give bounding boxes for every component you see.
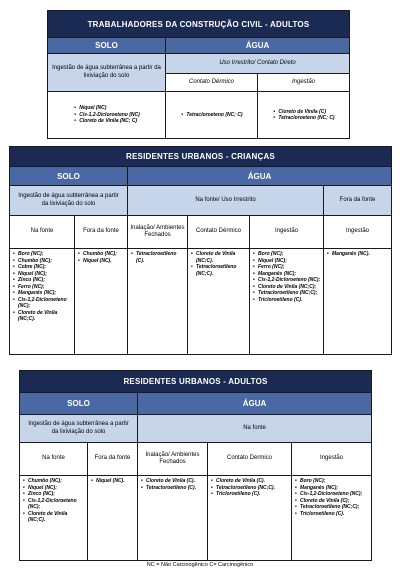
list-item: • Zinco (NC); xyxy=(28,491,85,498)
list-item: • Chumbo (NC); xyxy=(83,251,125,258)
list-item: • Chumbo (NC); xyxy=(18,258,72,265)
table-title: RESIDENTES URBANOS - ADULTOS xyxy=(20,371,372,393)
list-item: • Tetracloroeteno (NC; C) xyxy=(186,112,242,119)
list-item: • Cloreto de Vinila (NC;C). xyxy=(28,511,85,524)
cell-na-fonte xyxy=(20,476,88,561)
header-agua: ÁGUA xyxy=(166,38,350,54)
cell-inalacao xyxy=(128,249,188,355)
list-item: • Cloreto de Vinila (NC;C). xyxy=(18,310,72,323)
header-solo: SOLO xyxy=(48,38,166,54)
cell-dermico xyxy=(208,476,292,561)
col-contato-dermico: Contato Dérmico xyxy=(166,74,258,92)
col-fora-da-fonte: Fora da fonte xyxy=(88,443,138,476)
list-item: • Manganês (NC); xyxy=(18,290,72,297)
table-residentes-adultos xyxy=(19,370,372,561)
list-item: • Ferro (NC); xyxy=(258,264,321,271)
col-inalacao: Inalação/ Ambientes Fechados xyxy=(128,216,188,249)
col-contato-dermico: Contato Dérmico xyxy=(208,443,292,476)
cell-dermico xyxy=(188,249,250,355)
list-item: • Níquel (NC); xyxy=(258,258,321,265)
list-item: • Cis-1,2-Dicloroeteno (NC); xyxy=(300,491,369,498)
header-agua-sub: Na fonte/ Uso Irrestrito xyxy=(128,186,324,216)
cell-fora-da-fonte xyxy=(88,476,138,561)
cell-dermico xyxy=(166,92,258,139)
col-inalacao: Inalação/ Ambientes Fechados xyxy=(138,443,208,476)
table-title: RESIDENTES URBANOS - CRIANÇAS xyxy=(10,147,392,167)
list-item: • Cis-1,2-Dicloroeteno (NC); xyxy=(258,277,321,284)
list-item: • Cloreto de Vinila (NC;C); xyxy=(258,284,321,291)
list-item: • Cloreto de Vinila (NC;C). xyxy=(196,251,247,264)
header-agua: ÁGUA xyxy=(128,167,392,186)
cell-ingestao-fora xyxy=(324,249,392,355)
list-item: • Tricloroetileno (C). xyxy=(258,297,321,304)
col-ingestao: Ingestão xyxy=(258,74,350,92)
list-item: • Cloreto de Vinila (C). xyxy=(146,478,205,485)
list-item: • Cis-1,2-Dicloroeteno (NC) xyxy=(79,112,140,119)
list-item: • Manganês (NC); xyxy=(300,485,369,492)
list-item: • Tetracloroetileno (C). xyxy=(146,485,205,492)
list-item: • Tricloroetileno (C). xyxy=(216,491,289,498)
col-na-fonte: Na fonte xyxy=(10,216,75,249)
list-item: • Chumbo (NC); xyxy=(28,478,85,485)
list-item: • Zinco (NC); xyxy=(18,277,72,284)
col-ingestao-fora: Ingestão xyxy=(324,216,392,249)
header-agua-fora: Fora da fonte xyxy=(324,186,392,216)
list-item: • Cloreto de Vinila (C) xyxy=(278,109,334,116)
list-item: • Tetracloroetileno (NC;C). xyxy=(196,264,247,277)
header-solo: SOLO xyxy=(10,167,128,186)
legend: NC = Não Carcinogênico C= Carcinogênico xyxy=(146,562,254,568)
list-item: • Manganês (NC). xyxy=(332,251,389,258)
table-title: TRABALHADORES DA CONSTRUÇÃO CIVIL - ADULTOS xyxy=(48,11,350,38)
cell-ingestao xyxy=(250,249,324,355)
header-solo: SOLO xyxy=(20,393,138,415)
cell-fora-da-fonte xyxy=(75,249,128,355)
list-item: • Níquel (NC); xyxy=(18,271,72,278)
table-trabalhadores xyxy=(47,10,350,139)
list-item: • Níquel (NC). xyxy=(83,258,125,265)
table-residentes-criancas xyxy=(9,146,392,355)
list-item: • Cloreto de Vinila (C). xyxy=(216,478,289,485)
list-item: • Cobre (NC); xyxy=(18,264,72,271)
header-agua: ÁGUA xyxy=(138,393,372,415)
list-item: • Níquel (NC) xyxy=(79,105,140,112)
header-solo-sub: Ingestão de água subterrânea a partir da lixiviação do solo xyxy=(10,186,128,216)
list-item: • Tetracloroeteno (NC; C) xyxy=(278,115,334,122)
list-item: • Tetracloroetileno (NC;C); xyxy=(258,290,321,297)
col-na-fonte: Na fonte xyxy=(20,443,88,476)
list-item: • Tetracloroetileno (NC;C). xyxy=(216,485,289,492)
col-contato-dermico: Contato Dérmico xyxy=(188,216,250,249)
list-item: • Ferro (NC); xyxy=(18,284,72,291)
list-item: • Cis-1,2-Dicloroeteno (NC); xyxy=(28,498,85,511)
list-item: • Níquel (NC); xyxy=(28,485,85,492)
cell-ingestao xyxy=(292,476,372,561)
list-item: • Tetracloroetileno (C). xyxy=(136,251,185,264)
header-solo-sub: Ingestão de água subterrânea a partir da lixiviação do solo xyxy=(20,415,138,443)
cell-na-fonte xyxy=(10,249,75,355)
header-agua-sub: Na fonte xyxy=(138,415,372,443)
list-item: • Tetracloroetileno (NC;C); xyxy=(300,504,369,511)
cell-ingestao xyxy=(258,92,350,139)
col-ingestao: Ingestão xyxy=(292,443,372,476)
cell-solo xyxy=(48,92,166,139)
list-item: • Boro (NC); xyxy=(258,251,321,258)
col-ingestao: Ingestão xyxy=(250,216,324,249)
col-fora-da-fonte: Fora da fonte xyxy=(75,216,128,249)
list-item: • Cloreto de Vinila (C); xyxy=(300,498,369,505)
cell-inalacao xyxy=(138,476,208,561)
header-agua-sub: Uso Irrestrito/ Contato Direto xyxy=(166,54,350,74)
list-item: • Cloreto de Vinila (NC; C) xyxy=(79,118,140,125)
list-item: • Manganês (NC); xyxy=(258,271,321,278)
list-item: • Níquel (NC). xyxy=(96,478,135,485)
list-item: • Cis-1,2-Dicloroeteno (NC); xyxy=(18,297,72,310)
list-item: • Tricloroetileno (C). xyxy=(300,511,369,518)
list-item: • Boro (NC); xyxy=(300,478,369,485)
list-item: • Boro (NC); xyxy=(18,251,72,258)
header-solo-sub: Ingestão de água subterrânea a partir da lixiviação do solo xyxy=(48,54,166,92)
